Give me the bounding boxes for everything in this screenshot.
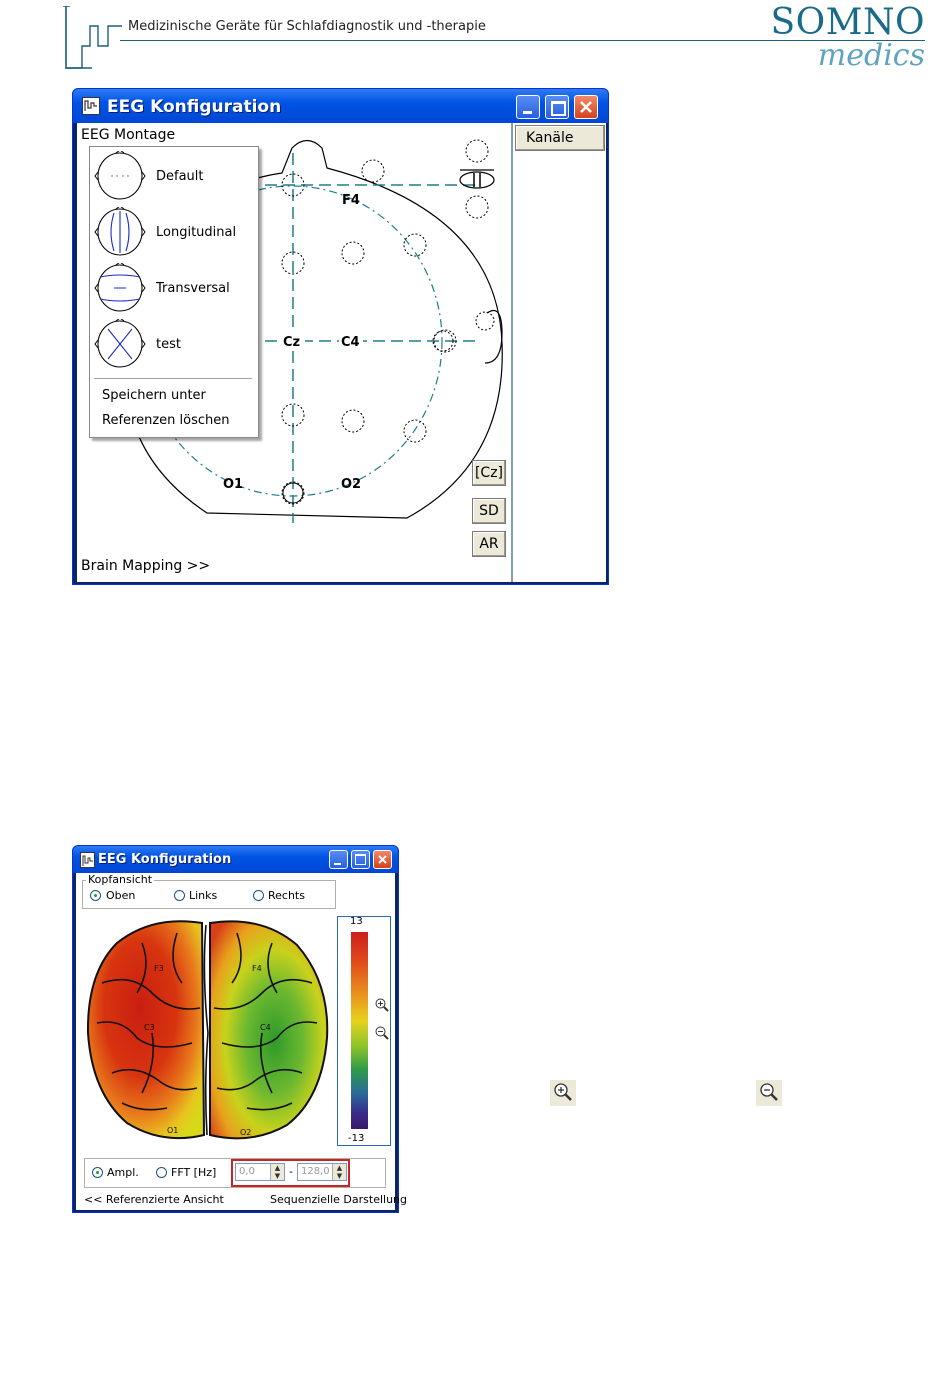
brain-mapping-link[interactable]: Brain Mapping >> (81, 558, 211, 574)
zoom-in-icon (550, 1080, 576, 1106)
eeg-config-window-1 (72, 88, 609, 585)
window1-title: EEG Konfiguration (107, 97, 282, 117)
menu-item-default[interactable] (90, 151, 256, 201)
scale-max-label: 13 (350, 916, 363, 927)
electrode-t6[interactable] (404, 420, 426, 442)
color-scale-panel (337, 916, 391, 1146)
brain-label-f4: F4 (252, 964, 262, 973)
label-f4: F4 (342, 193, 360, 208)
minimize-button[interactable] (329, 850, 348, 869)
window2-client (76, 873, 408, 1210)
electrode-ref-bottom[interactable] (466, 196, 488, 218)
electrode-p4[interactable] (342, 410, 364, 432)
head-default-icon (92, 151, 148, 201)
maximize-button[interactable] (545, 95, 569, 119)
radio-view-left-label[interactable]: Links (189, 889, 218, 902)
scale-min-label: -13 (348, 1133, 365, 1144)
view-group-label: Kopfansicht (88, 873, 153, 886)
label-o1: O1 (223, 477, 244, 492)
close-button[interactable] (574, 95, 598, 119)
ar-button[interactable]: AR (472, 531, 506, 557)
range-from-value: 0,0 (239, 1166, 255, 1177)
minimize-icon (523, 111, 532, 114)
channels-tab[interactable]: Kanäle (515, 125, 605, 151)
radio-view-left[interactable] (174, 890, 185, 901)
menu-item-save-as[interactable]: Speichern unter (102, 388, 206, 403)
electrode-f4[interactable] (342, 242, 364, 264)
window2-title: EEG Konfiguration (98, 852, 232, 867)
logo-bracket-icon (62, 6, 132, 72)
brain-label-f3: F3 (154, 964, 164, 973)
brain-map[interactable] (82, 913, 332, 1148)
cz-button[interactable]: [Cz] (472, 460, 506, 486)
window1-titlebar[interactable] (73, 89, 608, 123)
close-button[interactable] (373, 850, 392, 869)
range-from-input[interactable] (235, 1163, 285, 1181)
label-o2: O2 (341, 477, 362, 492)
label-cz: Cz (283, 335, 301, 350)
menu-item-label: test (156, 337, 181, 352)
range-to-value: 128,0 (301, 1166, 330, 1177)
minimize-button[interactable] (516, 95, 540, 119)
menu-item-label: Transversal (156, 281, 230, 296)
eeg-montage-label[interactable]: EEG Montage (81, 127, 176, 143)
maximize-icon (355, 854, 366, 865)
radio-view-top-label[interactable]: Oben (106, 889, 136, 902)
brain-label-o1: O1 (167, 1126, 179, 1135)
header-title: Medizinische Geräte für Schlafdiagnostik und -therapie (128, 19, 486, 34)
brand-somno: SOMNO (770, 2, 925, 43)
radio-mode-fft[interactable] (156, 1167, 167, 1178)
minimize-icon (334, 863, 341, 865)
window1-client (77, 123, 604, 582)
app-icon (80, 852, 95, 868)
menu-item-transversal[interactable] (90, 263, 256, 313)
brain-label-c4: C4 (260, 1023, 271, 1032)
menu-item-longitudinal[interactable] (90, 207, 256, 257)
head-transversal-icon (92, 263, 148, 313)
sd-button[interactable]: SD (472, 498, 506, 524)
menu-separator (94, 378, 252, 379)
color-scale-bar (351, 932, 368, 1129)
menu-item-test[interactable] (90, 319, 256, 369)
sequential-view-link[interactable]: Sequenzielle Darstellung (270, 1193, 408, 1206)
maximize-button[interactable] (351, 850, 370, 869)
ground-electrode-icon[interactable] (460, 170, 494, 188)
app-icon (82, 97, 100, 115)
brain-label-o2: O2 (240, 1128, 252, 1137)
menu-item-label: Default (156, 169, 204, 184)
menu-item-label: Longitudinal (156, 225, 237, 240)
eeg-config-window-2 (72, 845, 408, 1213)
brand-medics: medics (817, 38, 925, 73)
radio-view-right-label[interactable]: Rechts (268, 889, 305, 902)
range-to-input[interactable] (297, 1163, 347, 1181)
electrode-ear[interactable] (476, 312, 494, 330)
range-separator: - (289, 1165, 293, 1178)
montage-menu (89, 146, 259, 438)
menu-item-delete-refs[interactable]: Referenzen löschen (102, 413, 230, 428)
label-c4: C4 (341, 335, 360, 350)
electrode-fp2[interactable] (362, 160, 384, 182)
channels-panel (511, 123, 606, 582)
radio-view-right[interactable] (253, 890, 264, 901)
radio-view-top[interactable] (90, 890, 101, 901)
zoom-in-icon[interactable] (374, 997, 390, 1013)
close-icon (374, 851, 391, 868)
zoom-out-icon (756, 1080, 782, 1106)
range-from-stepper[interactable]: ▲ ▼ (270, 1164, 284, 1180)
close-icon (575, 96, 597, 118)
head-cross-icon (92, 319, 148, 369)
head-longitudinal-icon (92, 207, 148, 257)
electrode-ref-top[interactable] (466, 140, 488, 162)
referenced-view-link[interactable]: << Referenzierte Ansicht (84, 1193, 224, 1206)
radio-mode-ampl-label[interactable]: Ampl. (107, 1166, 139, 1179)
brain-label-c3: C3 (144, 1023, 155, 1032)
radio-mode-fft-label[interactable]: FFT [Hz] (171, 1166, 217, 1179)
window2-titlebar[interactable] (73, 846, 398, 873)
radio-mode-ampl[interactable] (92, 1167, 103, 1178)
zoom-out-icon[interactable] (374, 1025, 390, 1041)
maximize-icon (551, 101, 566, 116)
range-to-stepper[interactable]: ▲ ▼ (332, 1164, 346, 1180)
